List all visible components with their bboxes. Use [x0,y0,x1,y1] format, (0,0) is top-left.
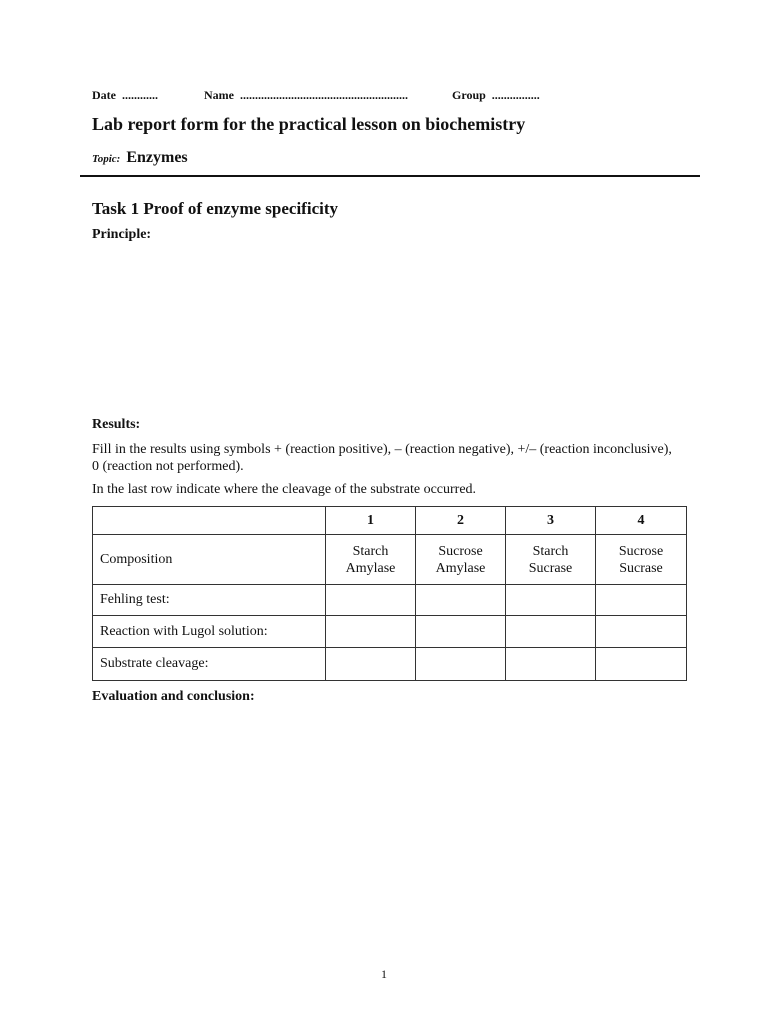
composition-row [93,535,687,585]
group-blank[interactable]: ................ [491,88,540,102]
result-cell-lugol-4[interactable] [596,616,687,648]
result-cell-lugol-2[interactable] [416,616,506,648]
title-divider [80,175,700,177]
topic-row [92,149,188,167]
substrate-2: Sucrose [438,543,483,559]
table-row-cleavage [93,648,687,681]
substrate-3: Starch [532,543,569,559]
row-label-lugol: Reaction with Lugol solution: [93,616,326,648]
date-field [92,88,158,103]
column-header-4: 4 [596,507,687,535]
composition-cell-4 [596,535,687,585]
topic-label: Topic: [92,153,121,165]
result-cell-fehling-2[interactable] [416,585,506,616]
enzyme-1: Amylase [345,560,396,576]
column-header-2: 2 [416,507,506,535]
enzyme-3: Sucrase [528,560,573,576]
row-label-cleavage: Substrate cleavage: [93,648,326,681]
table-row-lugol [93,616,687,648]
topic-value: Enzymes [126,149,188,166]
results-heading: Results: [92,417,141,432]
results-table [92,506,687,681]
composition-label: Composition [93,535,326,585]
result-cell-cleavage-2[interactable] [416,648,506,681]
enzyme-4: Sucrase [619,560,663,576]
results-instruction-cleavage: In the last row indicate where the cleavage of the substrate occurred. [92,482,477,497]
enzyme-2: Amylase [435,560,486,576]
result-cell-cleavage-4[interactable] [596,648,687,681]
composition-cell-3 [506,535,596,585]
result-cell-lugol-1[interactable] [326,616,416,648]
date-label: Date [92,88,116,102]
result-cell-lugol-3[interactable] [506,616,596,648]
column-header-3: 3 [506,507,596,535]
evaluation-heading: Evaluation and conclusion: [92,689,255,704]
group-field [452,88,540,103]
composition-cell-2 [416,535,506,585]
composition-cell-1 [326,535,416,585]
substrate-4: Sucrose [618,543,664,559]
row-label-fehling: Fehling test: [93,585,326,616]
task-title: Task 1 Proof of enzyme specificity [92,199,338,218]
name-label: Name [204,88,234,102]
table-corner-cell [93,507,326,535]
document-title: Lab report form for the practical lesson on biochemistry [92,114,526,134]
date-blank[interactable]: ............ [122,88,158,102]
table-row-fehling [93,585,687,616]
result-cell-fehling-3[interactable] [506,585,596,616]
column-header-1: 1 [326,507,416,535]
name-field [204,88,408,103]
results-instruction-symbols: Fill in the results using symbols + (reaction positive), – (reaction negative), +/– (reaction inconclusive), 0 (reaction not performed). [92,442,672,474]
name-blank[interactable]: ........................................................ [240,88,408,102]
principle-heading: Principle: [92,227,152,242]
result-cell-fehling-4[interactable] [596,585,687,616]
group-label: Group [452,88,486,102]
table-header-row [93,507,687,535]
result-cell-cleavage-1[interactable] [326,648,416,681]
page-number: 1 [381,967,387,981]
result-cell-fehling-1[interactable] [326,585,416,616]
result-cell-cleavage-3[interactable] [506,648,596,681]
substrate-1: Starch [352,543,389,559]
